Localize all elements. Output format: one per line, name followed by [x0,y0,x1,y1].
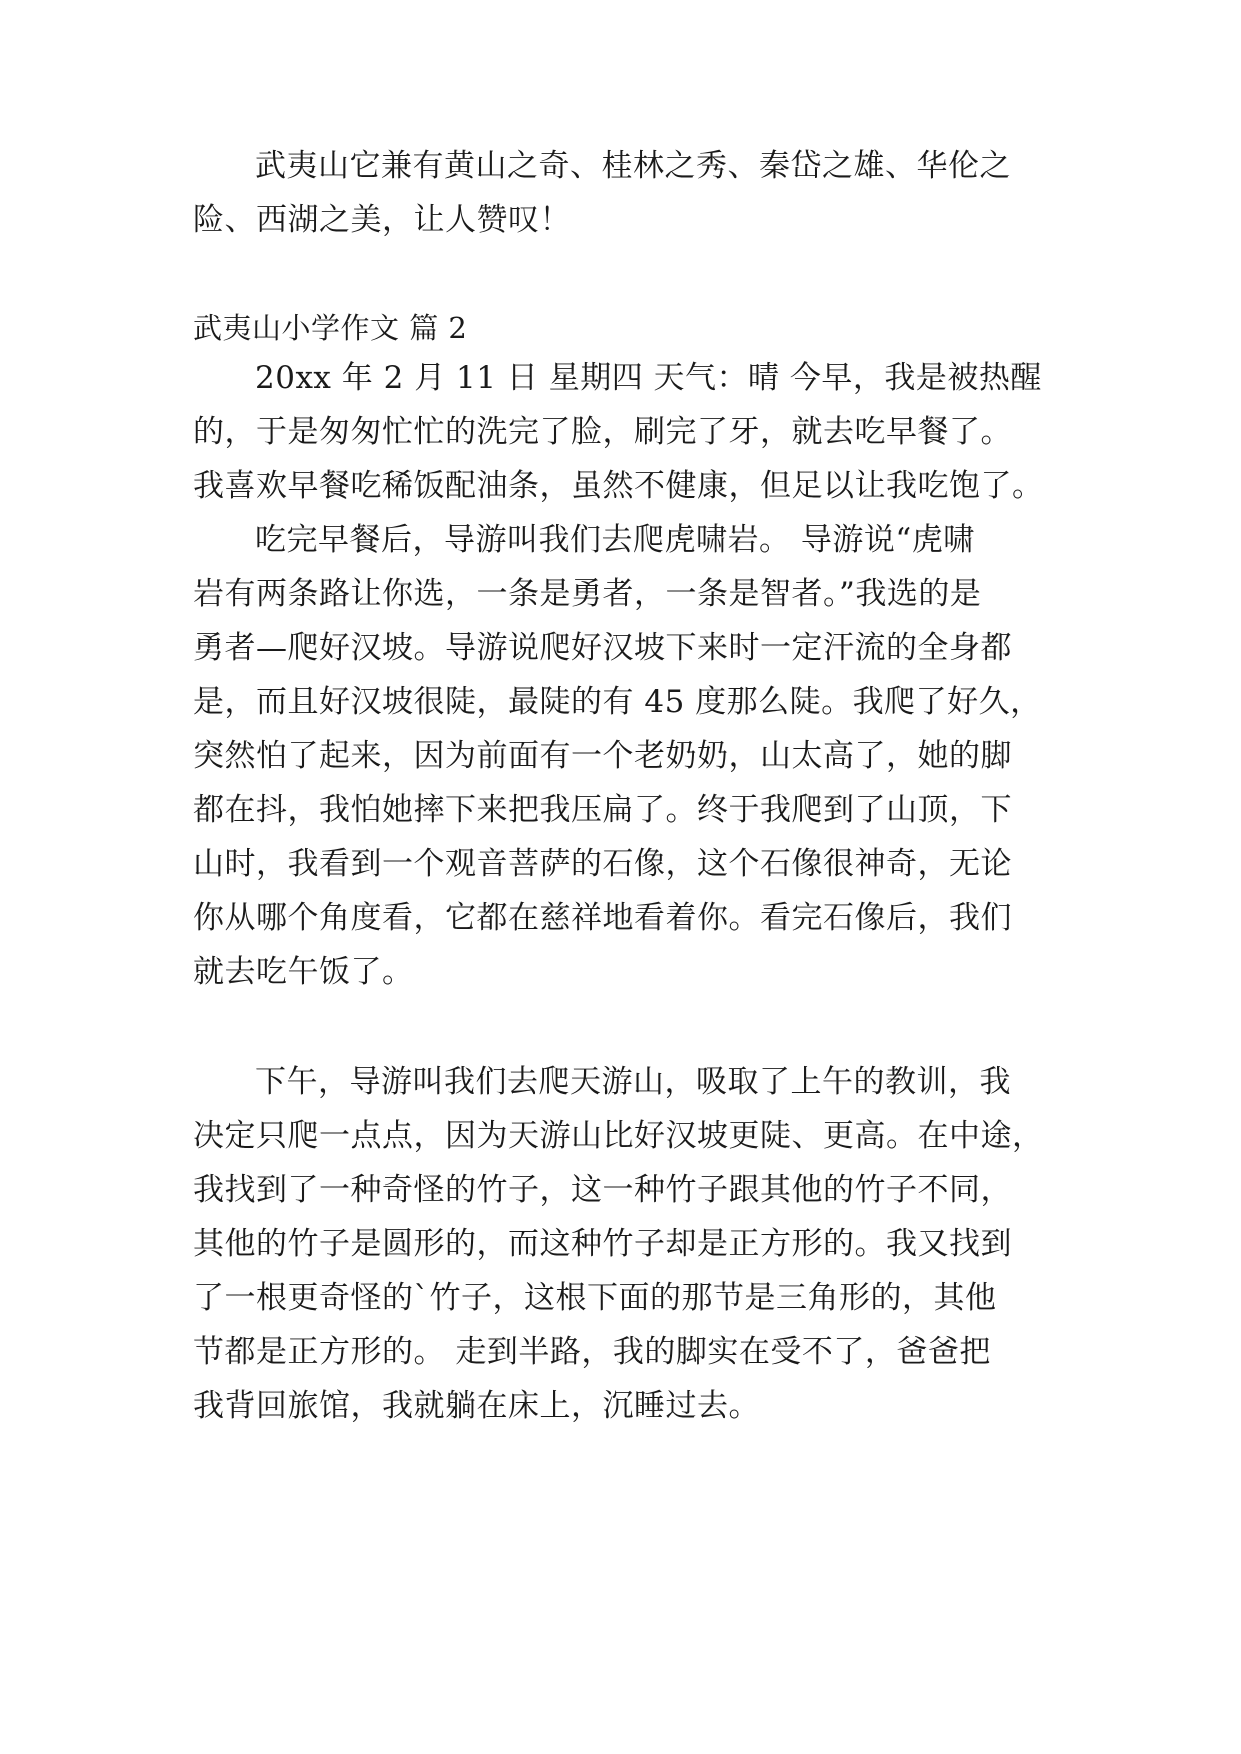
paragraph-3-line-7: 山时，我看到一个观音菩萨的石像，这个石像很神奇，无论 [193,846,1012,882]
section-heading: 武夷山小学作文 篇 2 [193,311,468,345]
paragraph-3-line-6: 都在抖，我怕她摔下来把我压扁了。终于我爬到了山顶，下 [193,792,1012,828]
paragraph-4-line-3: 我找到了一种奇怪的竹子，这一种竹子跟其他的竹子不同， [193,1172,1012,1208]
paragraph-3-line-3: 勇者—爬好汉坡。导游说爬好汉坡下来时一定汗流的全身都 [193,630,1012,666]
paragraph-3-line-5: 突然怕了起来，因为前面有一个老奶奶，山太高了，她的脚 [193,738,1012,774]
paragraph-4-line-4: 其他的竹子是圆形的，而这种竹子却是正方形的。我又找到 [193,1226,1012,1262]
paragraph-4-line-2: 决定只爬一点点，因为天游山比好汉坡更陡、更高。在中途， [193,1118,1044,1154]
paragraph-4-line-1: 下午，导游叫我们去爬天游山，吸取了上午的教训，我 [255,1064,1011,1100]
paragraph-3-line-9: 就去吃午饭了。 [193,954,414,990]
paragraph-2-line-3: 我喜欢早餐吃稀饭配油条，虽然不健康，但足以让我吃饱了。 [193,468,1044,504]
paragraph-1-line-2: 险、西湖之美，让人赞叹！ [193,202,571,238]
paragraph-3-line-8: 你从哪个角度看，它都在慈祥地看着你。看完石像后，我们 [193,900,1012,936]
paragraph-2-line-2: 的，于是匆匆忙忙的洗完了脸，刷完了牙，就去吃早餐了。 [193,414,1012,450]
paragraph-4-line-7: 我背回旅馆，我就躺在床上，沉睡过去。 [193,1388,760,1424]
paragraph-3-line-1: 吃完早餐后，导游叫我们去爬虎啸岩。 导游说“虎啸 [255,522,975,558]
paragraph-1-line-1: 武夷山它兼有黄山之奇、桂林之秀、秦岱之雄、华伦之 [255,148,1011,184]
paragraph-4-line-5: 了一根更奇怪的`竹子，这根下面的那节是三角形的，其他 [193,1280,997,1316]
paragraph-3-line-2: 岩有两条路让你选，一条是勇者，一条是智者。”我选的是 [193,576,982,612]
paragraph-2-line-1: 20xx 年 2 月 11 日 星期四 天气：晴 今早，我是被热醒 [255,360,1042,396]
paragraph-4-line-6: 节都是正方形的。 走到半路，我的脚实在受不了，爸爸把 [193,1334,991,1370]
paragraph-3-line-4: 是，而且好汉坡很陡，最陡的有 45 度那么陡。我爬了好久， [193,684,1042,720]
